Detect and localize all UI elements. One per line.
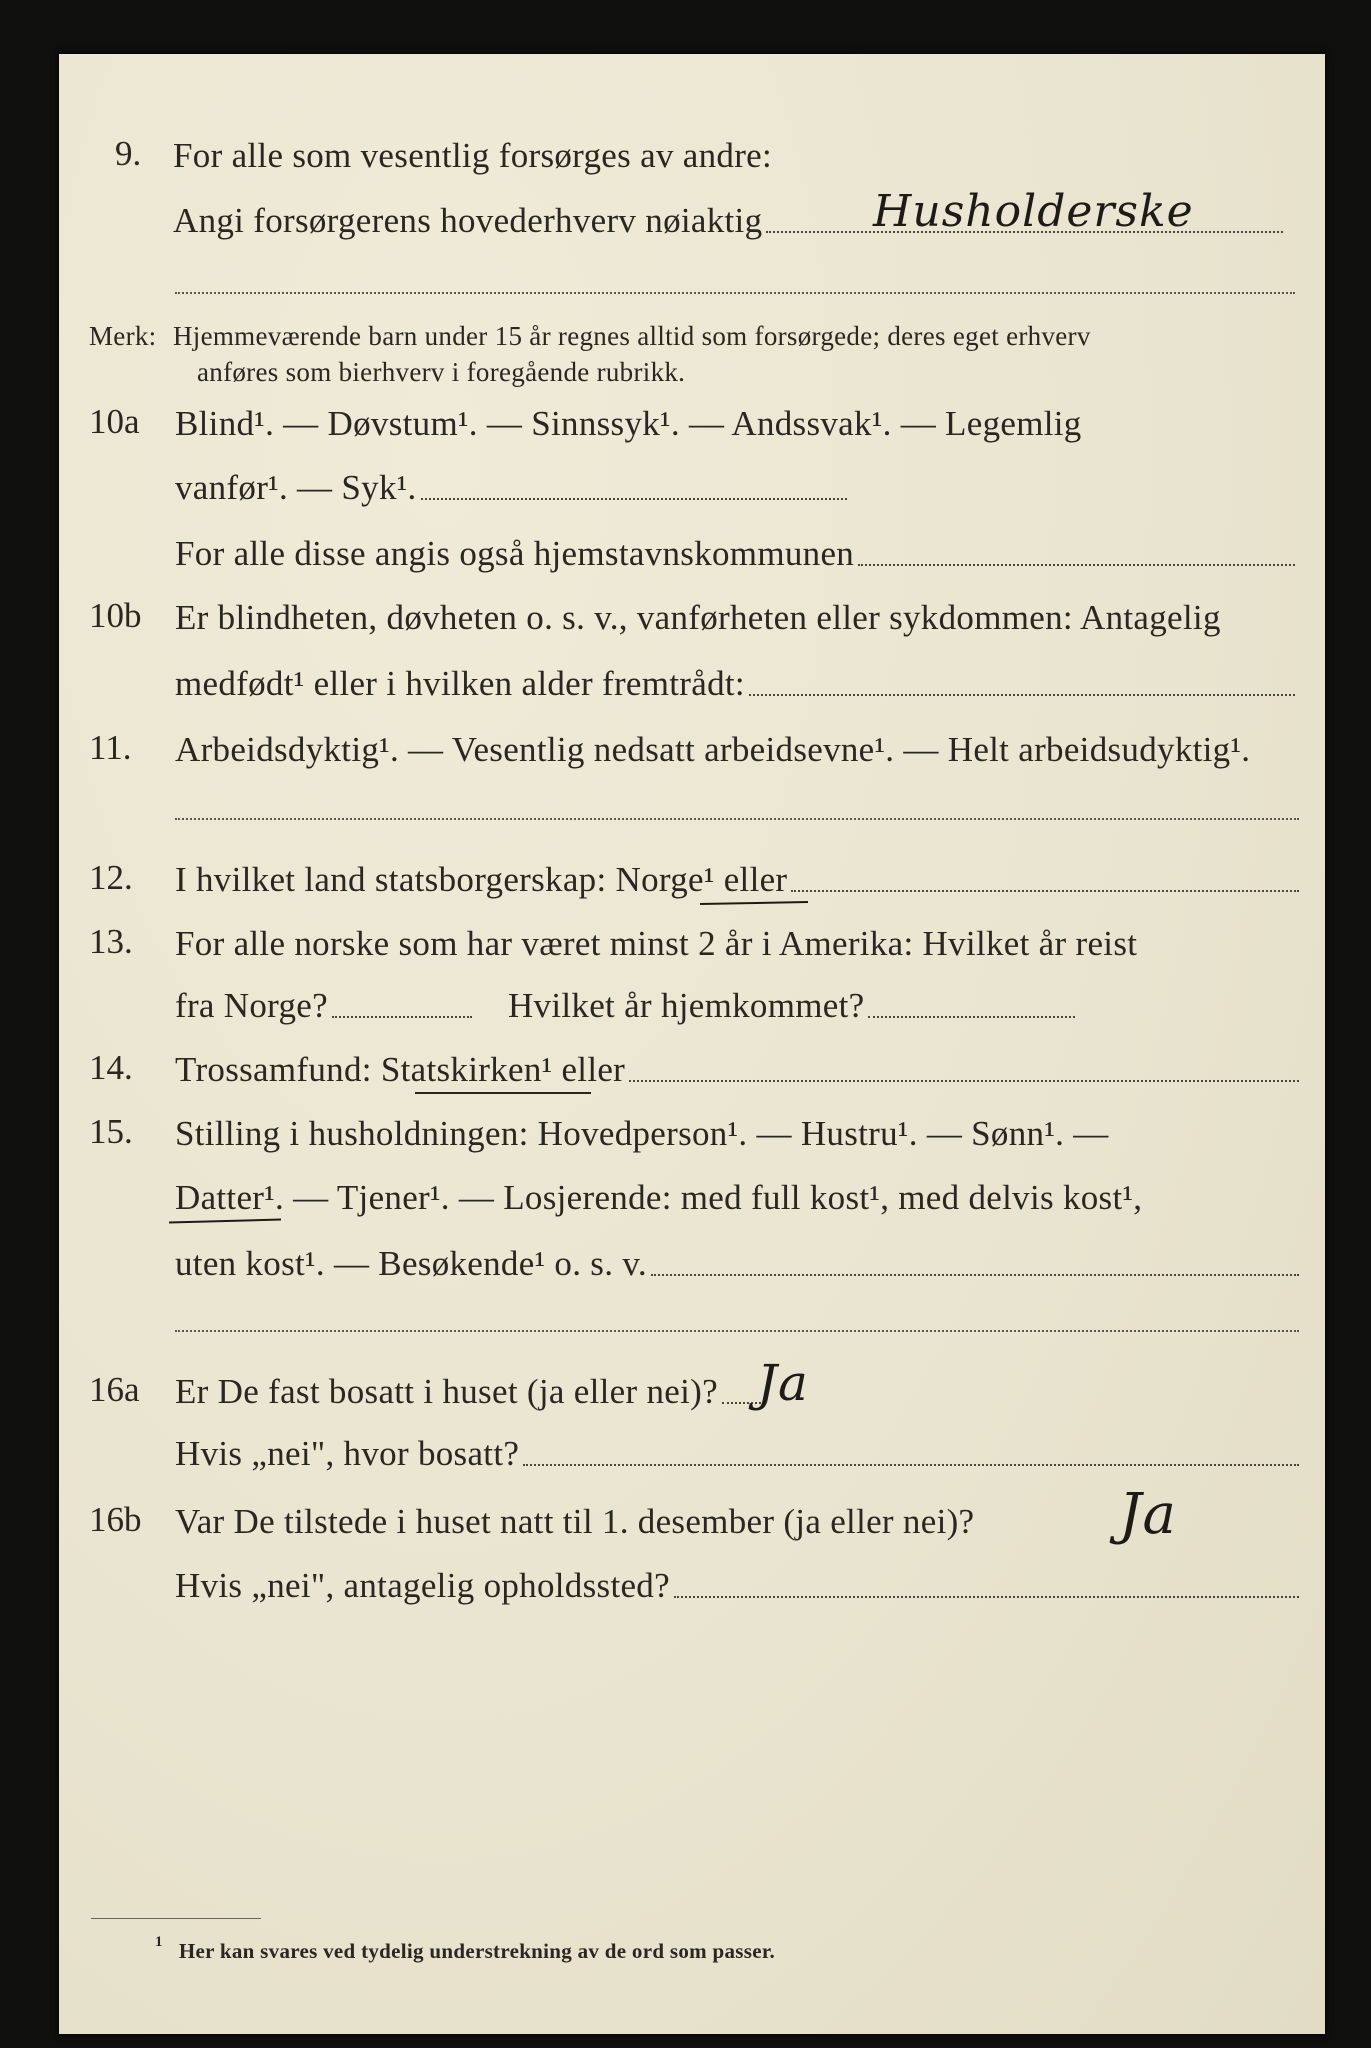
q10b-line2: medfødt¹ eller i hvilken alder fremtrådt: — [175, 664, 1295, 704]
form-page — [59, 54, 1325, 2034]
q10b-line1: Er blindheten, døvheten o. s. v., vanførheten eller sykdommen: Antagelig — [175, 598, 1221, 637]
q12-norge-underline — [700, 901, 808, 905]
q9-line2: Angi forsørgerens hovederhverv nøiaktig — [173, 201, 1283, 241]
q16b-handwritten-answer: Ja — [1119, 1482, 1177, 1547]
q15-number: 15. — [89, 1112, 133, 1151]
q16b-line2: Hvis „nei", antagelig opholdssted? — [175, 1566, 1299, 1606]
q15-line2: Datter¹. — Tjener¹. — Losjerende: med full kost¹, med delvis kost¹, — [175, 1178, 1143, 1217]
footnote: 1 Her kan svares ved tydelig understrekning av de ord som passer. — [155, 1934, 776, 1963]
q16a-residence-field[interactable] — [523, 1463, 1299, 1466]
q14-statskirken-underline — [415, 1092, 591, 1094]
q10b-age-field[interactable] — [749, 693, 1295, 696]
q13-line1: For alle norske som har været minst 2 år i Amerika: Hvilket år reist — [175, 924, 1138, 963]
q13-number: 13. — [89, 922, 133, 961]
q9-extra-line — [175, 292, 1295, 294]
merk-line2: anføres som bierhverv i foregående rubrikk. — [197, 357, 686, 387]
q16a-line2: Hvis „nei", hvor bosatt? — [175, 1434, 1299, 1474]
q12-citizenship-field[interactable] — [791, 889, 1299, 892]
q10a-line3: For alle disse angis også hjemstavnskommunen — [175, 534, 1295, 574]
q10a-home-municipality-field[interactable] — [858, 563, 1295, 566]
q9-number: 9. — [115, 134, 142, 173]
q13-line2: fra Norge? Hvilket år hjemkommet? — [175, 986, 1075, 1026]
q9-line1: For alle som vesentlig forsørges av andre: — [173, 136, 773, 175]
q15-line1: Stilling i husholdningen: Hovedperson¹. — Hustru¹. — Sønn¹. — — [175, 1114, 1109, 1153]
q11-extra-line — [175, 818, 1299, 820]
q15-datter-underline — [169, 1219, 281, 1224]
q12-number: 12. — [89, 858, 133, 897]
q14-line1: Trossamfund: Statskirken¹ eller — [175, 1050, 1299, 1090]
q15-extra-line — [175, 1330, 1299, 1332]
q9-handwritten-answer: Husholderske — [873, 186, 1194, 237]
q11-number: 11. — [89, 728, 132, 767]
q16a-handwritten-answer: Ja — [757, 1354, 809, 1412]
q13-left-year-field[interactable] — [332, 1015, 472, 1018]
q10a-number: 10a — [89, 402, 140, 441]
q12-line1: I hvilket land statsborgerskap: Norge¹ eller — [175, 860, 1299, 900]
q14-number: 14. — [89, 1048, 133, 1087]
q15-household-field[interactable] — [651, 1273, 1299, 1276]
q16b-number: 16b — [89, 1500, 142, 1539]
q11-line1: Arbeidsdyktig¹. — Vesentlig nedsatt arbeidsevne¹. — Helt arbeidsudyktig¹. — [175, 730, 1251, 769]
q10a-line2: vanfør¹. — Syk¹. — [175, 468, 847, 508]
q16b-whereabouts-field[interactable] — [674, 1595, 1299, 1598]
q16b-line1: Var De tilstede i huset natt til 1. desember (ja eller nei)? — [175, 1502, 975, 1541]
q16a-line1: Er De fast bosatt i huset (ja eller nei)? — [175, 1372, 765, 1412]
merk-line1: Merk: Hjemmeværende barn under 15 år regnes alltid som forsørgede; deres eget erhverv — [89, 321, 1091, 351]
q10a-line1: Blind¹. — Døvstum¹. — Sinnssyk¹. — Andssvak¹. — Legemlig — [175, 404, 1082, 443]
q10a-sick-field[interactable] — [421, 497, 847, 500]
q16a-number: 16a — [89, 1370, 140, 1409]
q15-line3: uten kost¹. — Besøkende¹ o. s. v. — [175, 1244, 1299, 1284]
q10b-number: 10b — [89, 596, 142, 635]
q14-religion-field[interactable] — [629, 1079, 1299, 1082]
footnote-separator — [91, 1918, 261, 1919]
q13-returned-year-field[interactable] — [868, 1015, 1075, 1018]
